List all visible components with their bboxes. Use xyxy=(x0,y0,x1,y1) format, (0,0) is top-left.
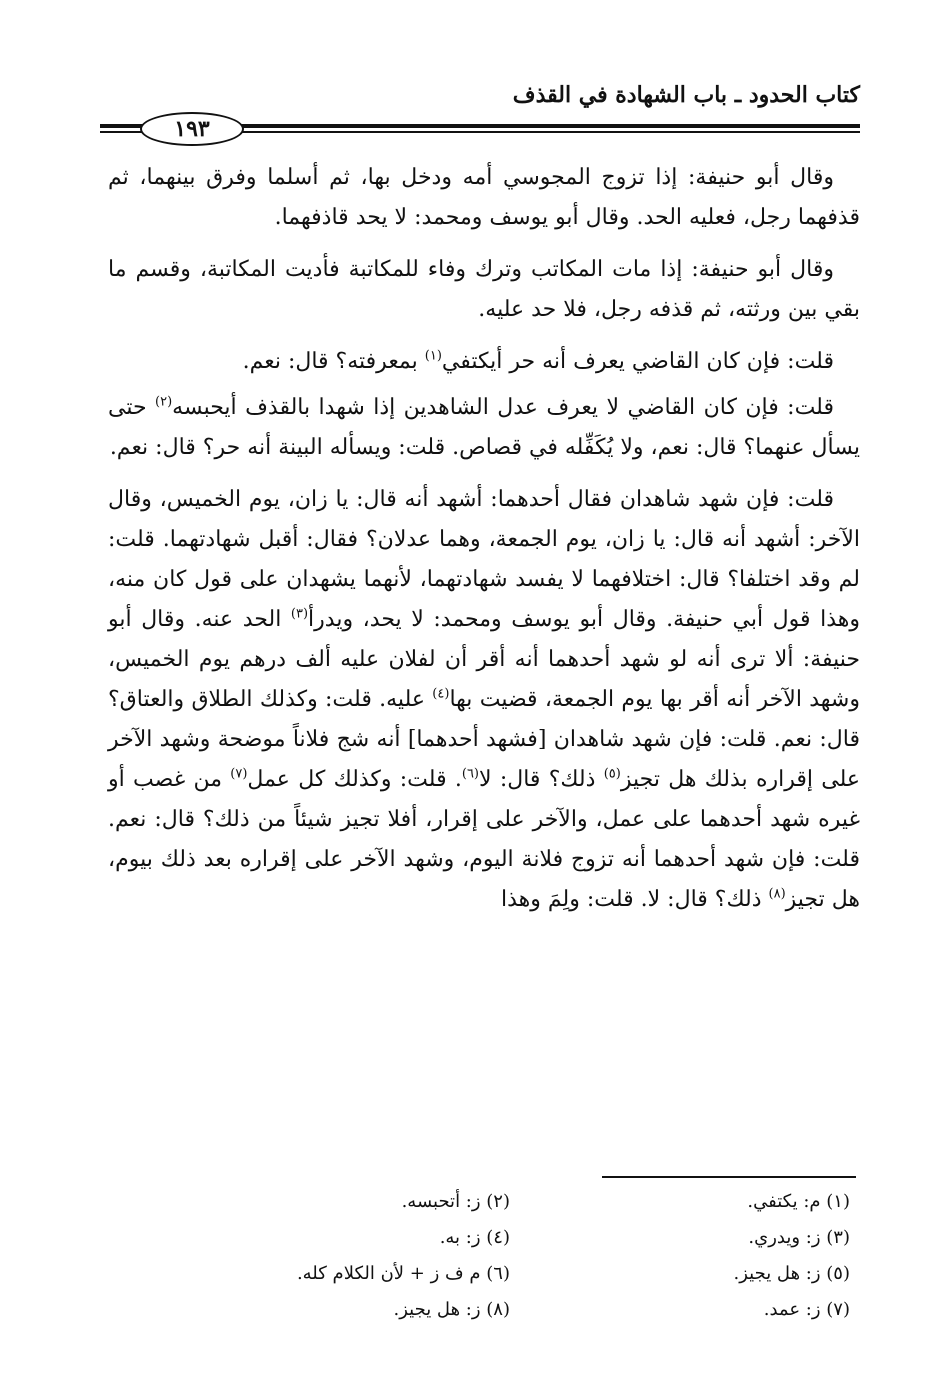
footnote-ref-8: (٨) xyxy=(768,886,786,902)
main-text xyxy=(108,158,860,932)
footnote-row xyxy=(180,1184,860,1220)
footnote-ref-3: (٣) xyxy=(290,606,309,622)
paragraph-5 xyxy=(108,480,860,920)
footnote-7: (٧) ز: عمد. xyxy=(763,1299,850,1320)
footnote-row xyxy=(180,1292,860,1328)
footnote-row xyxy=(180,1220,860,1256)
paragraph-3-text-b: بمعرفته؟ قال: نعم. xyxy=(242,349,425,374)
footnote-4: (٤) ز: به. xyxy=(439,1227,510,1248)
footnote-ref-5: (٥) xyxy=(603,766,621,782)
footnote-8: (٨) ز: هل يجيز. xyxy=(393,1299,510,1320)
footnote-ref-7: (٧) xyxy=(230,766,248,782)
footnote-separator xyxy=(602,1176,856,1178)
page-number: ١٩٣ xyxy=(140,112,244,146)
footnote-ref-4: (٤) xyxy=(432,686,450,702)
footnote-1: (١) م: يكتفي. xyxy=(747,1191,850,1212)
paragraph-5-text-7: ذلك؟ قال: لا. قلت: ولِمَ وهذا xyxy=(500,887,769,912)
paragraph-1: وقال أبو حنيفة: إذا تزوج المجوسي أمه ودخل بها، ثم أسلما وفرق بينهما، ثم قذفهما رجل، فعليه الحد. وقال أبو يوسف ومحمد: لا يحد قاذفهما. xyxy=(108,165,860,230)
paragraph-4-text-b: حتى يسأل عنهما؟ قال: نعم، ولا يُكَفِّله في قصاص. قلت: ويسأله البينة أنه حر؟ قال: نعم. xyxy=(108,395,860,460)
footnote-ref-1: (١) xyxy=(424,348,442,364)
paragraph-5-text-6: من غصب أو غيره شهد أحدهما على عمل، والآخر على إقرار، أفلا تجيز شيئاً من ذلك؟ قال: نعم. قلت: فإن شهد أحدهما أنه تزوج فلانة اليوم، وشهد الآخر على إقراره بعد ذلك بيوم، هل تجيز xyxy=(108,767,860,912)
paragraph-4 xyxy=(108,388,860,468)
paragraph-5-text-2: الحد عنه. وقال أبو حنيفة: ألا ترى أنه لو شهد أحدهما أنه أقر أن لفلان عليه ألف درهم يوم الخميس، وشهد الآخر أنه أقر بها يوم الجمعة، قضيت بها xyxy=(108,607,860,712)
footnote-ref-2: (٢) xyxy=(155,394,173,410)
footnote-ref-6: (٦) xyxy=(461,766,479,782)
footnote-6: (٦) م ف ز + لأن الكلام كله. xyxy=(296,1263,510,1284)
running-title: كتاب الحدود ـ باب الشهادة في القذف xyxy=(512,82,860,108)
footnotes xyxy=(180,1184,860,1328)
paragraph-3 xyxy=(108,342,860,382)
paragraph-5-text-4: ذلك؟ قال: لا xyxy=(479,767,604,792)
paragraph-3-text-a: قلت: فإن كان القاضي يعرف أنه حر أيكتفي xyxy=(441,349,834,374)
footnote-5: (٥) ز: هل يجيز. xyxy=(733,1263,850,1284)
footnote-2: (٢) ز: أتحبسه. xyxy=(401,1191,510,1212)
page-header xyxy=(100,82,860,142)
paragraph-2: وقال أبو حنيفة: إذا مات المكاتب وترك وفاء للمكاتبة فأديت المكاتبة، وقسم ما بقي بين ورثته، ثم قذفه رجل، فلا حد عليه. xyxy=(108,257,860,322)
paragraph-5-text-3: عليه. قلت: وكذلك الطلاق والعتاق؟ قال: نعم. قلت: فإن شهد شاهدان [فشهد أحدهما] أنه شج فلاناً موضحة وشهد الآخر على إقراره بذلك هل تجيز xyxy=(108,687,860,792)
paragraph-5-text-5: . قلت: وكذلك كل عمل xyxy=(247,767,462,792)
footnote-3: (٣) ز: ويدري. xyxy=(748,1227,850,1248)
paragraph-5-text-1: قلت: فإن شهد شاهدان فقال أحدهما: أشهد أنه قال: يا زان، يوم الخميس، وقال الآخر: أشهد أنه قال: يا زان، يوم الجمعة، وهما عدلان؟ فقال: أقبل شهادتهما. قلت: لم وقد اختلفا؟ قال: اختلافهما لا يفسد شهادتهما، لأنهما يشهدان على قول كان منه، وهذا قول أبي حنيفة. وقال أبو يوسف ومحمد: لا يحد، ويدرأ xyxy=(108,487,860,632)
paragraph-4-text-a: قلت: فإن كان القاضي لا يعرف عدل الشاهدين إذا شهدا بالقذف أيحبسه xyxy=(172,395,834,420)
footnote-row xyxy=(180,1256,860,1292)
